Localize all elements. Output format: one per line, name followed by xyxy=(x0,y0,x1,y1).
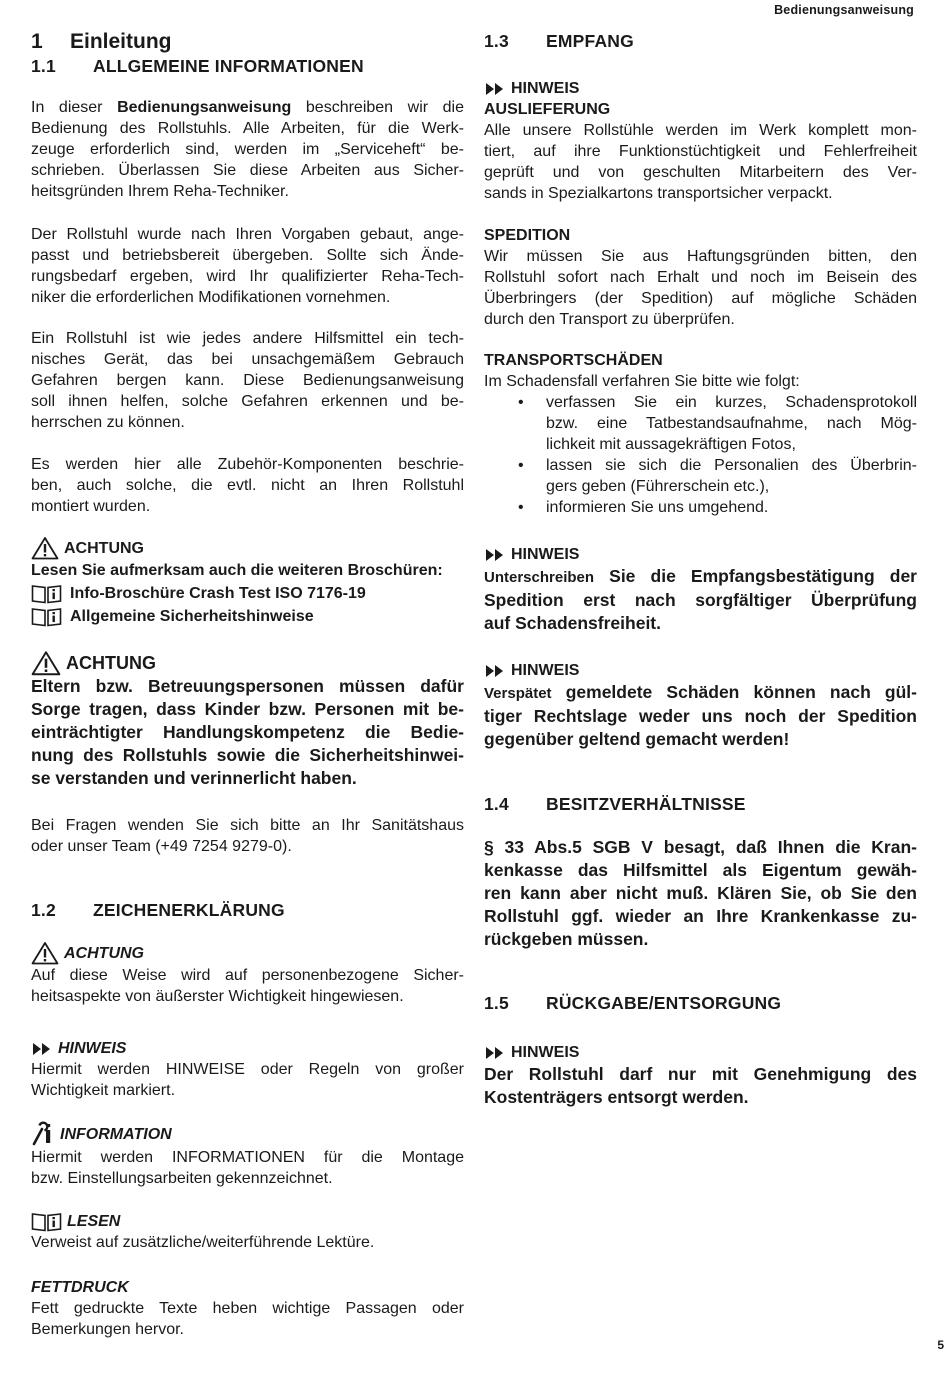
text-line: Fett gedruckte Texte heben wichtige Passagen oder xyxy=(31,1300,464,1317)
text-line: heitsgründen Ihrem Reha-Techniker. xyxy=(31,183,289,200)
list-item xyxy=(484,497,917,518)
text-line: Bedienung des Rollstuhls. Alle Arbeiten, für die Werk- xyxy=(31,120,464,137)
text-line: Alle unsere Rollstühle werden im Werk komplett mon- xyxy=(484,122,917,139)
text-line: montiert wurden. xyxy=(31,498,151,515)
label-text: HINWEIS xyxy=(511,546,580,563)
text-line: Im Schadensfall verfahren Sie bitte wie folgt: xyxy=(484,373,800,390)
page-number: 5 xyxy=(937,1338,944,1352)
legend-achtung xyxy=(31,941,464,1007)
text-line: rungsbedarf ergeben, wird Ihr qualifizierter Reha-Tech- xyxy=(31,268,464,285)
text-line: Spedition erst nach sorgfältiger Überprüfung xyxy=(484,590,917,610)
section-number: 1.2 xyxy=(31,900,56,920)
text-line: Wichtigkeit markiert. xyxy=(31,1082,176,1099)
book-info-icon xyxy=(31,584,62,604)
text-line: gers geben (Führerschein etc.), xyxy=(546,478,770,495)
paragraph-construction xyxy=(31,224,464,308)
section-number: 1.3 xyxy=(484,31,509,51)
warning-label xyxy=(31,536,464,560)
text-line: Es werden hier alle Zubehör-Komponenten beschrie- xyxy=(31,456,464,473)
legend-label: FETTDRUCK xyxy=(31,1279,129,1296)
section-title: ZEICHENERKLÄRUNG xyxy=(93,900,285,920)
text-line: Eltern bzw. Betreuungspersonen müssen dafür xyxy=(31,676,464,696)
text: gemeldete Schäden können nach gül- xyxy=(551,682,917,702)
section-heading-1-4 xyxy=(484,792,917,816)
text-line: Bei Fragen wenden Sie sich bitte an Ihr Sanitätshaus xyxy=(31,817,464,834)
section-title: RÜCKGABE/ENTSORGUNG xyxy=(546,993,782,1013)
text-line: Auf diese Weise wird auf personenbezogene Sicher- xyxy=(31,967,464,984)
label-text: ACHTUNG xyxy=(66,652,156,673)
text-line: • verfassen Sie ein kurzes, Schadensprotokoll xyxy=(546,394,917,411)
text-line: • informieren Sie uns umgehend. xyxy=(546,499,769,516)
warning-label xyxy=(31,650,464,676)
text-line: auf Schadensfreiheit. xyxy=(484,613,661,633)
legend-label xyxy=(31,941,464,965)
double-arrow-icon xyxy=(484,548,506,562)
label-text: ACHTUNG xyxy=(64,944,144,962)
text-line: Der Rollstuhl wurde nach Ihren Vorgaben gebaut, ange- xyxy=(31,226,464,243)
label-text: HINWEIS xyxy=(58,1040,127,1057)
bullet-list xyxy=(484,392,917,518)
paragraph-contact xyxy=(31,815,464,857)
label-text: HINWEIS xyxy=(511,662,580,679)
book-info-icon xyxy=(31,1212,62,1232)
text-line: Hiermit werden INFORMATIONEN für die Montage xyxy=(31,1149,464,1166)
section-number: 1.4 xyxy=(484,794,509,814)
subheading: AUSLIEFERUNG xyxy=(484,101,611,118)
wrench-info-icon xyxy=(31,1121,55,1147)
hinweis-label xyxy=(484,78,917,99)
brochure-title: Allgemeine Sicherheitshinweise xyxy=(70,608,314,625)
warning-text: Lesen Sie aufmerksam auch die weiteren Broschüren: xyxy=(31,562,443,579)
legend-hinweis xyxy=(31,1038,464,1101)
warning-brochures xyxy=(31,536,464,628)
section-title: BESITZVERHÄLTNISSE xyxy=(546,794,746,814)
text-line: herrschen zu können. xyxy=(31,414,185,431)
paragraph-dangers xyxy=(31,328,464,433)
hinweis-sign xyxy=(484,544,917,635)
text-line: niker die erforderlichen Modifikationen vornehmen. xyxy=(31,289,391,306)
intro-paragraph xyxy=(31,97,464,202)
subheading: SPEDITION xyxy=(484,227,571,244)
hinweis-late-report xyxy=(484,660,917,751)
hinweis-label xyxy=(484,1042,917,1063)
hinweis-delivery xyxy=(484,78,917,204)
text-line: gegenüber geltend gemacht werden! xyxy=(484,729,790,749)
legend-lesen xyxy=(31,1211,464,1253)
text: In dieser xyxy=(31,99,118,116)
double-arrow-icon xyxy=(31,1042,53,1056)
text-line: Bemerkungen hervor. xyxy=(31,1321,184,1338)
label-text: INFORMATION xyxy=(60,1125,172,1143)
text-line: Rollstuhl ggf. wieder an Ihre Krankenkasse zu- xyxy=(484,906,917,926)
warning-triangle-icon xyxy=(31,941,59,965)
text: beschreiben wir die xyxy=(291,99,465,116)
text-line: Wir müssen Sie aus Haftungsgründen bitten, den xyxy=(484,248,917,265)
text-line: geprüft und von geschulten Mitarbeitern des Ver- xyxy=(484,164,917,181)
text-line: se verstanden und verinnerlicht haben. xyxy=(31,768,357,788)
label-text: ACHTUNG xyxy=(64,539,144,557)
section-number: 1.1 xyxy=(31,56,56,76)
text-line: Rollstuhl sofort nach Erhalt und noch im Beisein des xyxy=(484,269,917,286)
text-line: Der Rollstuhl darf nur mit Genehmigung des xyxy=(484,1064,917,1084)
text-line: schrieben. Überlassen Sie diese Arbeiten aus Sicher- xyxy=(31,162,464,179)
text: Unterschreiben xyxy=(484,569,595,586)
chapter-number: 1 xyxy=(31,30,43,53)
text-line: soll ihnen helfen, solche Gefahren erkennen und be- xyxy=(31,393,464,410)
legend-label xyxy=(31,1121,464,1147)
book-info-icon xyxy=(31,607,62,627)
brochure-title: Info-Broschüre Crash Test ISO 7176-19 xyxy=(70,585,366,602)
warning-triangle-icon xyxy=(31,536,59,560)
label-text: LESEN xyxy=(67,1213,121,1230)
text-line: durch den Transport zu überprüfen. xyxy=(484,311,735,328)
text-line: bzw. eine Tatbestandsaufnahme, nach Mög- xyxy=(546,415,917,432)
double-arrow-icon xyxy=(484,1046,506,1060)
text-line: heitsaspekte von äußerster Wichtigkeit hingewiesen. xyxy=(31,988,404,1005)
subheading: TRANSPORTSCHÄDEN xyxy=(484,352,663,369)
text-line: Verweist auf zusätzliche/weiterführende Lektüre. xyxy=(31,1234,375,1251)
legend-information xyxy=(31,1121,464,1189)
ownership-paragraph xyxy=(484,836,917,951)
text-line: tiert, auf ihre Funktionstüchtigkeit und Fehlerfreiheit xyxy=(484,143,917,160)
section-heading-1-2 xyxy=(31,898,464,922)
hinweis-label xyxy=(484,660,917,681)
contact-line: oder unser Team (+49 7254 9279-0). xyxy=(31,838,292,855)
text-line: nung des Rollstuhls sowie die Sicherheitshinwei- xyxy=(31,745,464,765)
legend-fettdruck xyxy=(31,1277,464,1340)
bold-term: Bedienungsanweisung xyxy=(117,99,292,116)
legend-label xyxy=(31,1038,464,1059)
chapter-heading xyxy=(31,29,464,55)
text-line: bzw. Einstellungsarbeiten gekennzeichnet. xyxy=(31,1170,333,1187)
text-line: zeuge erforderlich sind, werden im „Serviceheft“ be- xyxy=(31,141,464,158)
running-header: Bedienungsanweisung xyxy=(774,3,914,17)
hinweis-disposal xyxy=(484,1042,917,1109)
chapter-title: Einleitung xyxy=(70,30,172,53)
text-line: • lassen sie sich die Personalien des Überbrin- xyxy=(546,457,917,474)
text-line: einträchtigter Handlungskompetenz die Bedie- xyxy=(31,722,464,742)
label-text: HINWEIS xyxy=(511,80,580,97)
double-arrow-icon xyxy=(484,82,506,96)
paragraph-accessories xyxy=(31,454,464,517)
section-number: 1.5 xyxy=(484,993,509,1013)
text-line: Überbringers (der Spedition) auf mögliche Schäden xyxy=(484,290,917,307)
transport-damage-block xyxy=(484,350,917,518)
text-line: Ein Rollstuhl ist wie jedes andere Hilfsmittel ein tech- xyxy=(31,330,464,347)
text-line: passt und betriebsbereit übergeben. Sollte sich Ände- xyxy=(31,247,464,264)
section-title: ALLGEMEINE INFORMATIONEN xyxy=(93,56,364,76)
text-line: sands in Spezialkartons transportsicher verpackt. xyxy=(484,185,833,202)
list-item xyxy=(484,392,917,455)
text-line: tiger Rechtslage weder uns noch der Spedition xyxy=(484,706,917,726)
brochure-crash-test xyxy=(31,582,464,605)
text-line: rückgeben müssen. xyxy=(484,929,649,949)
text-line: Kostenträgers entsorgt werden. xyxy=(484,1087,749,1107)
text: Sie die Empfangsbestätigung der xyxy=(594,566,917,586)
section-heading-1-5 xyxy=(484,991,917,1015)
list-item xyxy=(484,455,917,497)
warning-text xyxy=(31,675,464,790)
legend-label xyxy=(31,1211,464,1232)
brochure-safety xyxy=(31,605,464,628)
hinweis-label xyxy=(484,544,917,565)
text: Verspätet xyxy=(484,685,552,702)
section-heading-1-1 xyxy=(31,54,464,78)
section-title: EMPFANG xyxy=(546,31,634,51)
text-line: Sorge tragen, dass Kinder bzw. Personen mit be- xyxy=(31,699,464,719)
spedition-block xyxy=(484,225,917,330)
text-line: Hiermit werden HINWEISE oder Regeln von großer xyxy=(31,1061,464,1078)
warning-triangle-icon xyxy=(31,650,61,676)
text-line: lichkeit mit aussagekräftigen Fotos, xyxy=(546,436,796,453)
warning-caregivers xyxy=(31,650,464,790)
text-line: nisches Gerät, das bei unsachgemäßem Gebrauch xyxy=(31,351,464,368)
text-line: § 33 Abs.5 SGB V besagt, daß Ihnen die Kran- xyxy=(484,837,917,857)
text-line: ren kann aber nicht muß. Klären Sie, ob Sie den xyxy=(484,883,917,903)
text-line: kenkasse das Hilfsmittel als Eigentum gewäh- xyxy=(484,860,917,880)
label-text: HINWEIS xyxy=(511,1044,580,1061)
section-heading-1-3 xyxy=(484,29,917,53)
text-line: Gefahren bergen kann. Diese Bedienungsanweisung xyxy=(31,372,464,389)
double-arrow-icon xyxy=(484,664,506,678)
text-line: ben, auch solche, die evtl. nicht an Ihren Rollstuhl xyxy=(31,477,464,494)
